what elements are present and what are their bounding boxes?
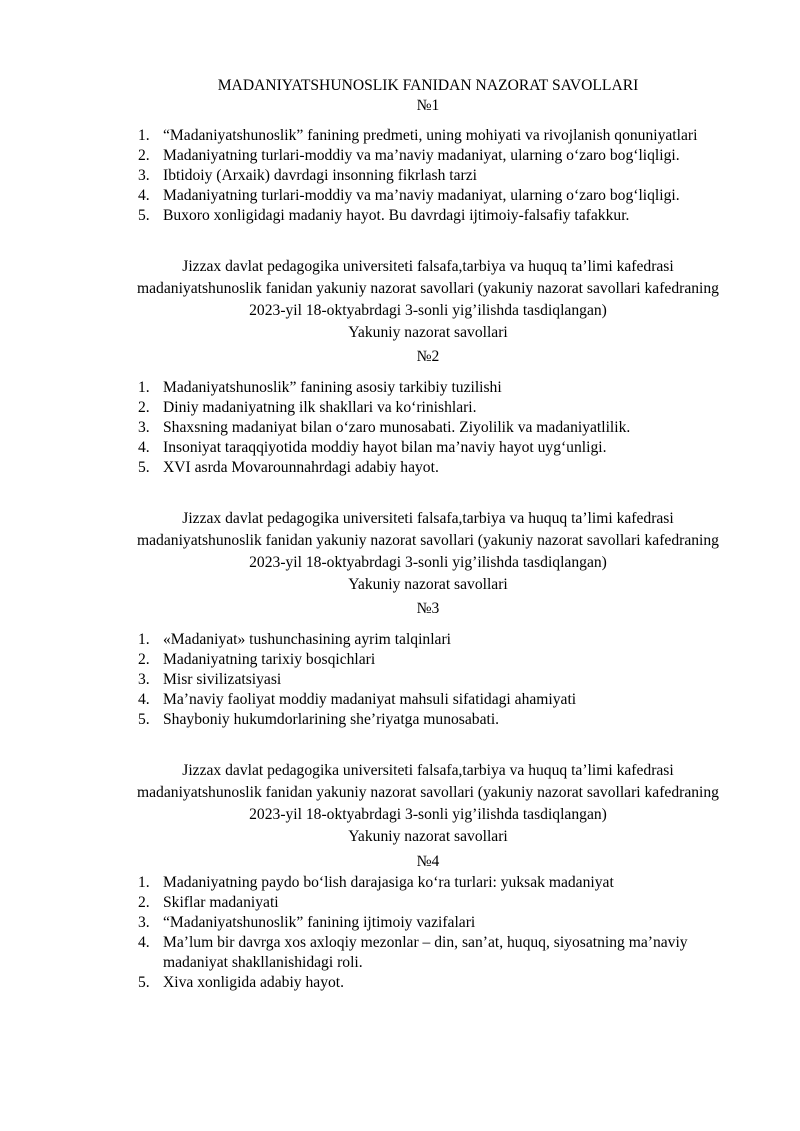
list-item: 1. Madaniyatshunoslik” fanining asosiy tarkibiy tuzilishi	[138, 379, 502, 396]
list-item: 5. XVI asrda Movarounnahrdagi adabiy hayot.	[138, 459, 439, 476]
list-item: 3. Shaxsning madaniyat bilan o‘zaro munosabati. Ziyolilik va madaniyatlilik.	[138, 419, 631, 436]
list-item: 4. Ma’naviy faoliyat moddiy madaniyat mahsuli sifatidagi ahamiyati	[138, 691, 577, 708]
page-title: MADANIYATSHUNOSLIK FANIDAN NAZORAT SAVOLLARI	[217, 77, 639, 94]
list-item: 2. Madaniyatning tarixiy bosqichlari	[138, 651, 376, 668]
list-item: 5. Buxoro xonligidagi madaniy hayot. Bu davrdagi ijtimoiy-falsafiy tafakkur.	[138, 207, 630, 224]
section-number-2: №2	[416, 348, 440, 365]
list-item: 4. Ma’lum bir davrga xos axloqiy mezonlar – din, san’at, huquq, siyosatning ma’naviy madaniyat shakllanishidagi roli.	[138, 934, 688, 971]
list-item: 2. Skiflar madaniyati	[138, 894, 279, 911]
university-header-2: Jizzax davlat pedagogika universiteti falsafa,tarbiya va huquq ta’limi kafedrasi madaniyatshunoslik fanidan yakuniy nazorat savollari (yakuniy nazorat savollari kafedraning 2023-yil 18-oktyabrdagi 3-sonli yig’ilishda tasdiqlangan) Yakuniy nazorat savollari	[137, 510, 719, 593]
university-header-3: Jizzax davlat pedagogika universiteti falsafa,tarbiya va huquq ta’limi kafedrasi madaniyatshunoslik fanidan yakuniy nazorat savollari (yakuniy nazorat savollari kafedraning 2023-yil 18-oktyabrdagi 3-sonli yig’ilishda tasdiqlangan) Yakuniy nazorat savollari	[137, 762, 719, 845]
list-item: 2. Madaniyatning turlari-moddiy va ma’naviy madaniyat, ularning o‘zaro bog‘liqligi.	[138, 147, 680, 164]
list-item: 1. «Madaniyat» tushunchasining ayrim talqinlari	[138, 631, 451, 648]
list-item: 3. Ibtidoiy (Arxaik) davrdagi insonning fikrlash tarzi	[138, 167, 477, 184]
list-item: 1. “Madaniyatshunoslik” fanining predmeti, uning mohiyati va rivojlanish qonuniyatlari	[138, 127, 698, 144]
list-item: 3. “Madaniyatshunoslik” fanining ijtimoiy vazifalari	[138, 914, 476, 931]
list-item: 3. Misr sivilizatsiyasi	[138, 671, 282, 688]
list-item: 2. Diniy madaniyatning ilk shakllari va ko‘rinishlari.	[138, 399, 477, 416]
section-number-1: №1	[416, 97, 440, 114]
question-list-2	[0, 378, 723, 478]
section-number-3: №3	[416, 600, 440, 617]
list-item: 1. Madaniyatning paydo bo‘lish darajasiga ko‘ra turlari: yuksak madaniyat	[138, 874, 614, 891]
list-item: 5. Shayboniy hukumdorlarining she’riyatga munosabati.	[138, 711, 500, 728]
section-number-4: №4	[416, 853, 440, 870]
list-item: 4. Madaniyatning turlari-moddiy va ma’naviy madaniyat, ularning o‘zaro bog‘liqligi.	[138, 187, 680, 204]
list-item: 4. Insoniyat taraqqiyotida moddiy hayot bilan ma’naviy hayot uyg‘unligi.	[138, 439, 607, 456]
list-item: 5. Xiva xonligida adabiy hayot.	[138, 974, 345, 991]
university-header-1: Jizzax davlat pedagogika universiteti falsafa,tarbiya va huquq ta’limi kafedrasi madaniyatshunoslik fanidan yakuniy nazorat savollari (yakuniy nazorat savollari kafedraning 2023-yil 18-oktyabrdagi 3-sonli yig’ilishda tasdiqlangan) Yakuniy nazorat savollari	[137, 258, 719, 341]
question-list-4	[0, 873, 723, 993]
question-list-1	[0, 126, 723, 226]
question-list-3	[0, 630, 723, 730]
